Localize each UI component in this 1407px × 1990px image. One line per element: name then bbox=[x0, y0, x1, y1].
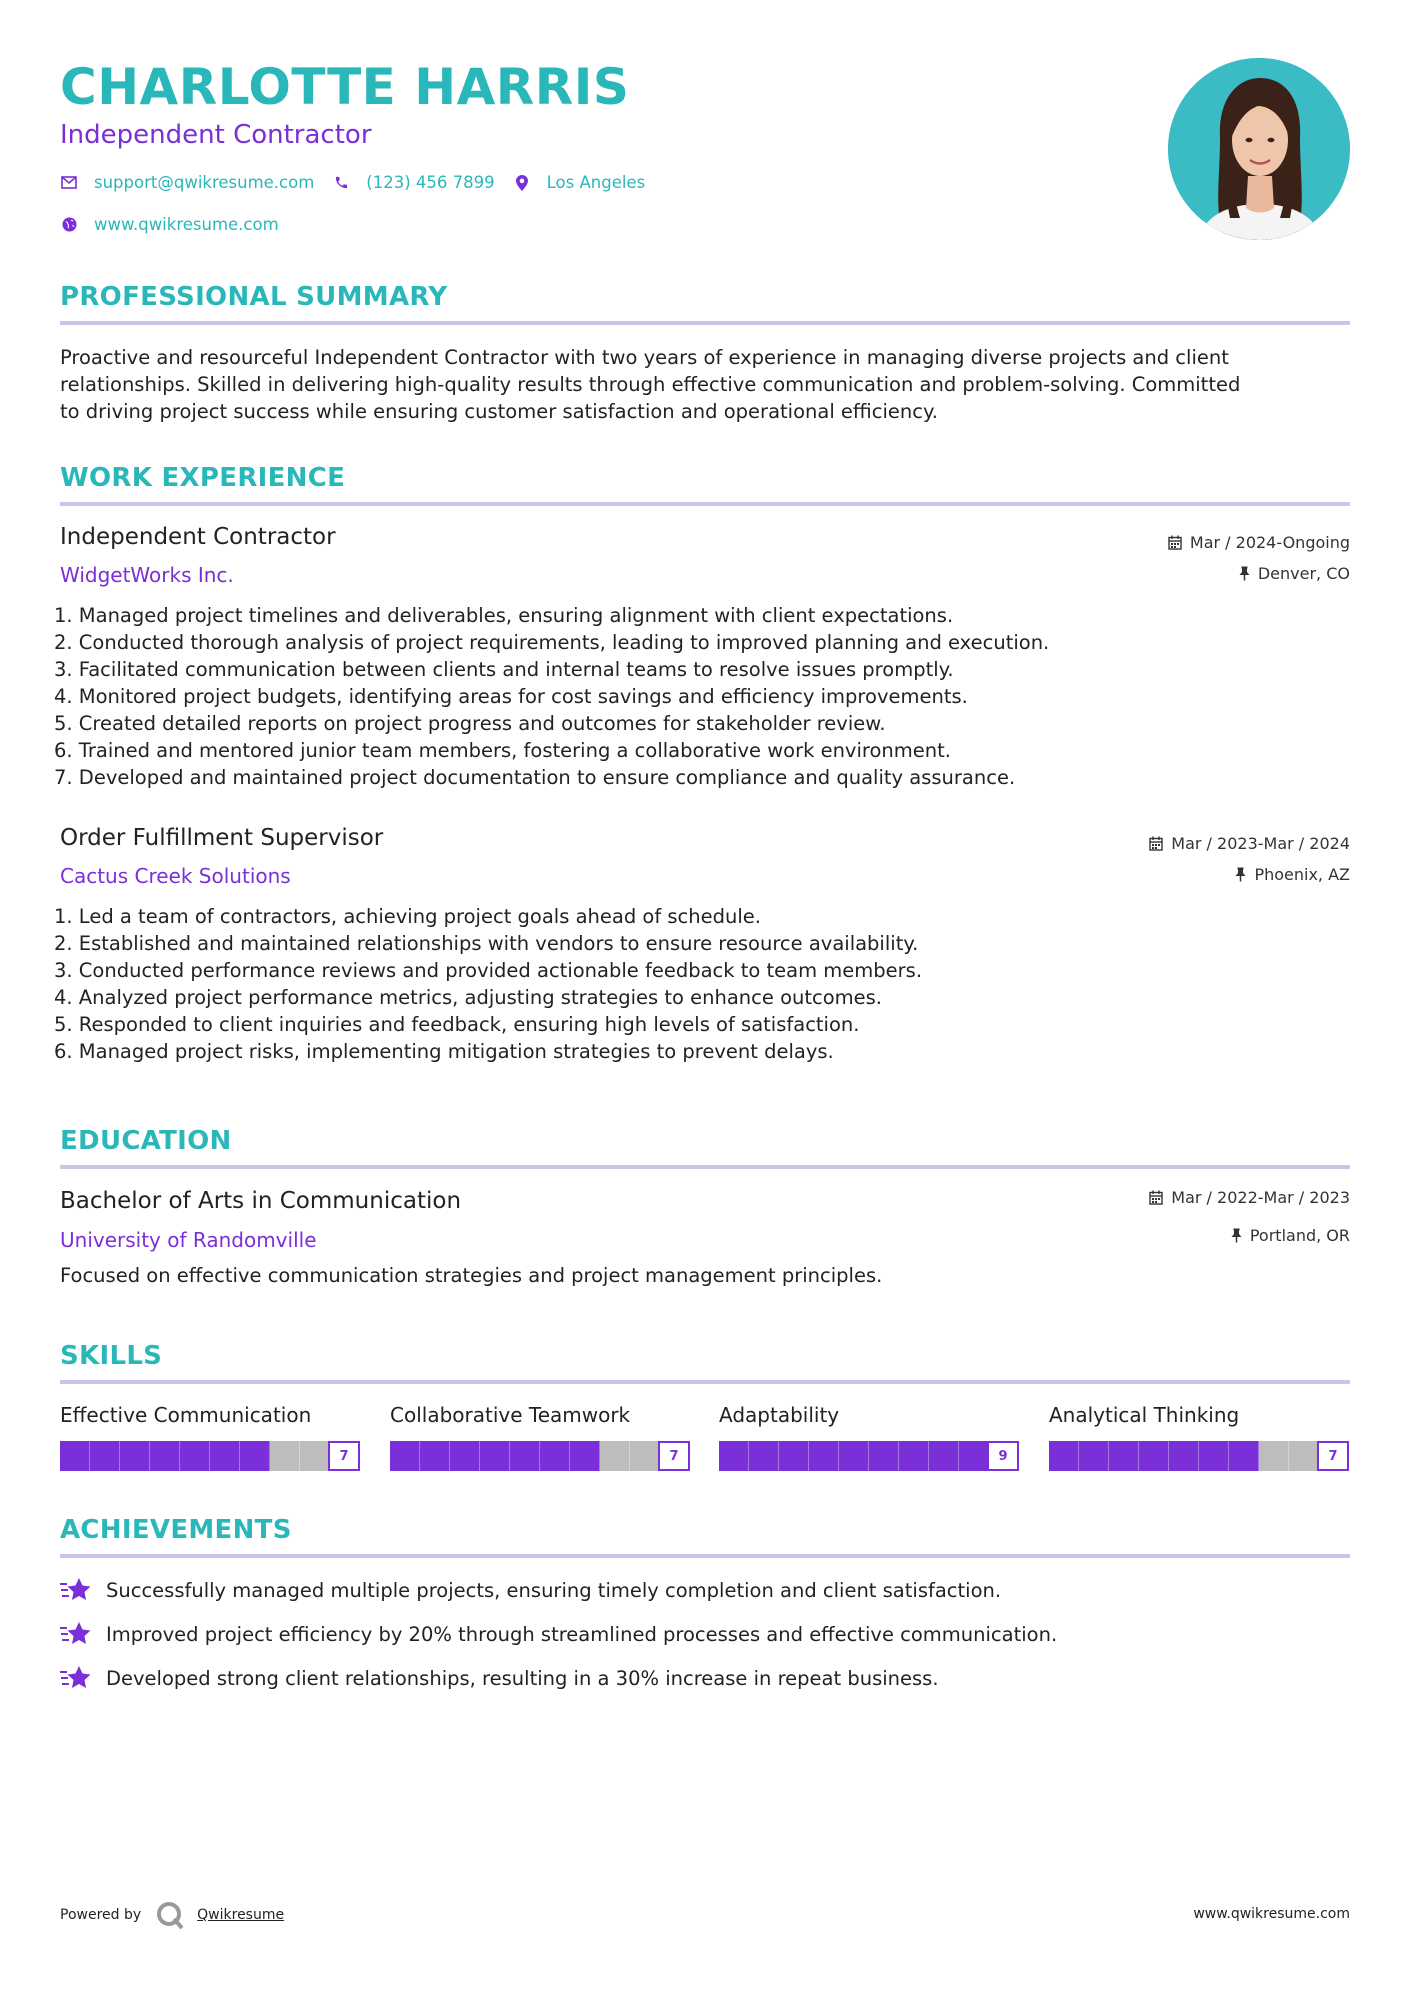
skill-segment-filled bbox=[959, 1441, 989, 1471]
skill-level-bar bbox=[390, 1441, 690, 1471]
section-divider bbox=[60, 1165, 1350, 1169]
skill-name: Analytical Thinking bbox=[1049, 1403, 1240, 1427]
education-dates bbox=[1149, 1188, 1350, 1207]
footer-powered-by bbox=[60, 1900, 284, 1930]
list-item: 5. Responded to client inquiries and feedback, ensuring high levels of satisfaction. bbox=[54, 1013, 860, 1036]
skill-segment-empty bbox=[630, 1441, 660, 1471]
contact-row bbox=[60, 173, 663, 192]
skill-segment-filled bbox=[150, 1441, 180, 1471]
skill-segment-filled bbox=[839, 1441, 869, 1471]
skill-name: Effective Communication bbox=[60, 1403, 312, 1427]
skill-segment-filled bbox=[1049, 1441, 1079, 1471]
skill-segment-filled bbox=[809, 1441, 839, 1471]
summary-line: Proactive and resourceful Independent Contractor with two years of experience in managing diverse projects and client bbox=[60, 346, 1229, 369]
skill-level-number: 9 bbox=[987, 1441, 1019, 1471]
calendar-icon bbox=[1168, 535, 1182, 550]
section-divider bbox=[60, 502, 1350, 506]
list-item: 5. Created detailed reports on project progress and outcomes for stakeholder review. bbox=[54, 712, 886, 735]
candidate-title: Independent Contractor bbox=[60, 120, 372, 150]
degree-title: Bachelor of Arts in Communication bbox=[60, 1188, 462, 1214]
section-divider bbox=[60, 1554, 1350, 1558]
skill-level-bar bbox=[60, 1441, 360, 1471]
list-item: 1. Led a team of contractors, achieving project goals ahead of schedule. bbox=[54, 905, 761, 928]
education-location bbox=[1231, 1226, 1350, 1245]
company-name: WidgetWorks Inc. bbox=[60, 563, 234, 587]
list-item: 7. Developed and maintained project documentation to ensure compliance and quality assurance. bbox=[54, 766, 1016, 789]
skill-level-bar bbox=[719, 1441, 1019, 1471]
star-icon bbox=[60, 1620, 92, 1648]
list-item: 6. Trained and mentored junior team members, fostering a collaborative work environment. bbox=[54, 739, 951, 762]
education-heading: EDUCATION bbox=[60, 1126, 232, 1156]
skill-segment-filled bbox=[90, 1441, 120, 1471]
achievement-text: Improved project efficiency by 20% through streamlined processes and effective communication. bbox=[106, 1622, 1058, 1646]
email-link[interactable]: support@qwikresume.com bbox=[94, 173, 315, 192]
school-name: University of Randomville bbox=[60, 1228, 317, 1252]
location-text: Los Angeles bbox=[546, 173, 646, 192]
section-divider bbox=[60, 1380, 1350, 1384]
qwikresume-logo-icon bbox=[155, 1900, 185, 1930]
location-text: Phoenix, AZ bbox=[1254, 865, 1350, 884]
phone-number[interactable]: (123) 456 7899 bbox=[366, 173, 495, 192]
skill-segment-filled bbox=[540, 1441, 570, 1471]
summary-text bbox=[60, 344, 1350, 425]
list-item: 3. Conducted performance reviews and provided actionable feedback to team members. bbox=[54, 959, 923, 982]
skill-segment-filled bbox=[480, 1441, 510, 1471]
achievement-text: Developed strong client relationships, resulting in a 30% increase in repeat business. bbox=[106, 1666, 939, 1690]
skill-segment-filled bbox=[1139, 1441, 1169, 1471]
skill-item bbox=[719, 1403, 1019, 1471]
list-item: 6. Managed project risks, implementing mitigation strategies to prevent delays. bbox=[54, 1040, 834, 1063]
achievement-item bbox=[60, 1576, 1001, 1604]
skill-segment-empty bbox=[1259, 1441, 1289, 1471]
skill-segment-filled bbox=[210, 1441, 240, 1471]
skill-segment-filled bbox=[120, 1441, 150, 1471]
list-item: 4. Analyzed project performance metrics, adjusting strategies to enhance outcomes. bbox=[54, 986, 883, 1009]
summary-heading: PROFESSIONAL SUMMARY bbox=[60, 282, 448, 312]
list-item: 3. Facilitated communication between clients and internal teams to resolve issues promptly. bbox=[54, 658, 954, 681]
list-item: 2. Conducted thorough analysis of project requirements, leading to improved planning and execution. bbox=[54, 631, 1050, 654]
powered-by-label: Powered by bbox=[60, 1907, 142, 1923]
skill-segment-filled bbox=[180, 1441, 210, 1471]
pushpin-icon bbox=[1239, 566, 1250, 581]
envelope-icon bbox=[60, 174, 78, 192]
skill-segment-filled bbox=[1229, 1441, 1259, 1471]
skill-segment-filled bbox=[719, 1441, 749, 1471]
qwikresume-link[interactable]: Qwikresume bbox=[197, 1907, 285, 1923]
job-title: Order Fulfillment Supervisor bbox=[60, 825, 384, 851]
skill-segment-filled bbox=[779, 1441, 809, 1471]
website-row bbox=[60, 215, 297, 234]
date-range: Mar / 2024-Ongoing bbox=[1189, 533, 1350, 552]
skill-segment-filled bbox=[450, 1441, 480, 1471]
skill-segment-filled bbox=[1079, 1441, 1109, 1471]
experience-heading: WORK EXPERIENCE bbox=[60, 463, 346, 493]
candidate-name: CHARLOTTE HARRIS bbox=[60, 58, 630, 116]
skill-segment-filled bbox=[390, 1441, 420, 1471]
job-bullets bbox=[54, 903, 1294, 1065]
section-divider bbox=[60, 321, 1350, 325]
job-location bbox=[1239, 564, 1350, 583]
skill-level-number: 7 bbox=[1317, 1441, 1349, 1471]
globe-icon bbox=[60, 216, 78, 234]
calendar-icon bbox=[1149, 1190, 1163, 1205]
summary-line: to driving project success while ensuring customer satisfaction and operational efficiency. bbox=[60, 400, 938, 423]
skill-level-number: 7 bbox=[658, 1441, 690, 1471]
profile-photo bbox=[1168, 58, 1350, 240]
date-range: Mar / 2022-Mar / 2023 bbox=[1171, 1188, 1350, 1207]
skill-item bbox=[1049, 1403, 1349, 1471]
skill-segment-filled bbox=[1109, 1441, 1139, 1471]
skill-segment-filled bbox=[60, 1441, 90, 1471]
skill-segment-filled bbox=[1199, 1441, 1229, 1471]
date-range: Mar / 2023-Mar / 2024 bbox=[1171, 834, 1350, 853]
skill-segment-filled bbox=[420, 1441, 450, 1471]
phone-icon bbox=[332, 174, 350, 192]
skill-level-bar bbox=[1049, 1441, 1349, 1471]
skills-heading: SKILLS bbox=[60, 1341, 163, 1371]
list-item: 1. Managed project timelines and deliverables, ensuring alignment with client expectations. bbox=[54, 604, 954, 627]
website-link[interactable]: www.qwikresume.com bbox=[94, 215, 279, 234]
map-pin-icon bbox=[513, 174, 531, 192]
achievement-text: Successfully managed multiple projects, ensuring timely completion and client satisfaction. bbox=[106, 1578, 1002, 1602]
job-dates bbox=[1149, 834, 1350, 853]
calendar-icon bbox=[1149, 836, 1163, 851]
education-description: Focused on effective communication strategies and project management principles. bbox=[60, 1264, 883, 1287]
pushpin-icon bbox=[1235, 867, 1246, 882]
skill-level-number: 7 bbox=[328, 1441, 360, 1471]
skill-segment-filled bbox=[899, 1441, 929, 1471]
skill-name: Collaborative Teamwork bbox=[390, 1403, 631, 1427]
list-item: 2. Established and maintained relationships with vendors to ensure resource availability. bbox=[54, 932, 919, 955]
location-text: Denver, CO bbox=[1257, 564, 1350, 583]
footer-website-link[interactable]: www.qwikresume.com bbox=[1193, 1906, 1350, 1922]
skill-segment-empty bbox=[600, 1441, 630, 1471]
achievement-item bbox=[60, 1664, 939, 1692]
skill-name: Adaptability bbox=[719, 1403, 840, 1427]
skill-segment-empty bbox=[1289, 1441, 1319, 1471]
company-name: Cactus Creek Solutions bbox=[60, 864, 291, 888]
achievements-heading: ACHIEVEMENTS bbox=[60, 1515, 292, 1545]
location-text: Portland, OR bbox=[1249, 1226, 1350, 1245]
star-icon bbox=[60, 1576, 92, 1604]
job-dates bbox=[1168, 533, 1350, 552]
skill-segment-filled bbox=[929, 1441, 959, 1471]
skill-segment-filled bbox=[240, 1441, 270, 1471]
skill-item bbox=[60, 1403, 360, 1471]
achievement-item bbox=[60, 1620, 1057, 1648]
skill-segment-filled bbox=[1169, 1441, 1199, 1471]
list-item: 4. Monitored project budgets, identifying areas for cost savings and efficiency improvements. bbox=[54, 685, 968, 708]
star-icon bbox=[60, 1664, 92, 1692]
skill-segment-empty bbox=[300, 1441, 330, 1471]
skill-segment-filled bbox=[749, 1441, 779, 1471]
skill-segment-filled bbox=[869, 1441, 899, 1471]
skill-item bbox=[390, 1403, 690, 1471]
skill-segment-filled bbox=[570, 1441, 600, 1471]
skill-segment-empty bbox=[270, 1441, 300, 1471]
job-location bbox=[1235, 865, 1350, 884]
job-bullets bbox=[54, 602, 1294, 791]
skill-segment-filled bbox=[510, 1441, 540, 1471]
summary-line: relationships. Skilled in delivering high-quality results through effective communication and problem-solving. Committed bbox=[60, 373, 1241, 396]
job-title: Independent Contractor bbox=[60, 524, 336, 550]
pushpin-icon bbox=[1231, 1228, 1242, 1243]
